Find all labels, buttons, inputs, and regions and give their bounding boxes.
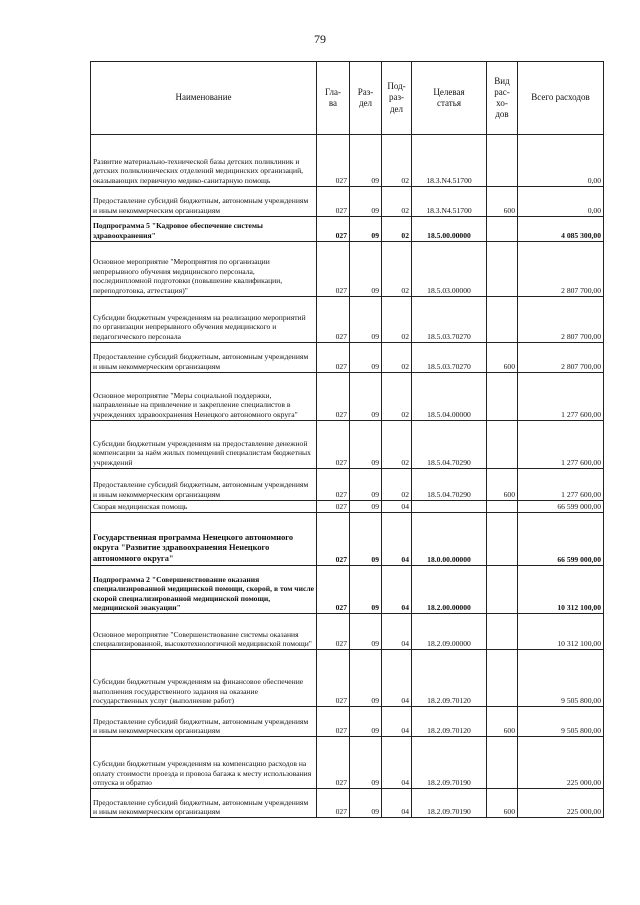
row-name: Предоставление субсидий бюджетным, автономным учреждениям и иным некоммерческим организациям	[91, 469, 317, 501]
row-expense-type: 600	[487, 187, 518, 217]
row-name: Основное мероприятие "Совершенствование системы оказания специализированной, высокотехнологичной медицинской помощи"	[91, 614, 317, 650]
page-number: 79	[314, 32, 326, 46]
row-glava: 027	[317, 737, 350, 789]
table-row	[91, 513, 604, 566]
row-glava: 027	[317, 135, 350, 187]
row-target-article: 18.0.00.00000	[412, 513, 487, 566]
row-target-article: 18.2.09.70190	[412, 789, 487, 818]
row-expense-type: 600	[487, 469, 518, 501]
row-glava: 027	[317, 343, 350, 373]
row-expense-type	[487, 217, 518, 242]
row-podrazdel: 02	[382, 373, 412, 421]
row-target-article: 18.5.04.70290	[412, 469, 487, 501]
row-podrazdel: 04	[382, 737, 412, 789]
header-podrazdel: Под- раз- дел	[382, 62, 412, 135]
row-total: 10 312 100,00	[518, 614, 604, 650]
row-expense-type	[487, 614, 518, 650]
row-glava: 027	[317, 373, 350, 421]
row-expense-type	[487, 373, 518, 421]
table-row	[91, 707, 604, 737]
row-razdel: 09	[350, 789, 382, 818]
row-target-article	[412, 501, 487, 513]
row-razdel: 09	[350, 614, 382, 650]
row-podrazdel: 02	[382, 469, 412, 501]
table-row	[91, 469, 604, 501]
row-glava: 027	[317, 187, 350, 217]
row-glava: 027	[317, 501, 350, 513]
header-total: Всего расходов	[518, 62, 604, 135]
row-podrazdel: 02	[382, 343, 412, 373]
row-razdel: 09	[350, 501, 382, 513]
row-name: Субсидии бюджетным учреждениям на финансовое обеспечение выполнения государственного задания на оказание государственных услуг (выполнение работ)	[91, 650, 317, 707]
row-total: 1 277 600,00	[518, 421, 604, 469]
row-name: Основное мероприятие "Меры социальной поддержки, направленные на привлечение и закрепление специалистов в учреждениях здравоохранения Ненецкого автономного округа"	[91, 373, 317, 421]
row-name: Предоставление субсидий бюджетным, автономным учреждениям и иным некоммерческим организациям	[91, 789, 317, 818]
row-glava: 027	[317, 217, 350, 242]
header-name: Наименование	[91, 62, 317, 135]
row-razdel: 09	[350, 187, 382, 217]
row-target-article: 18.2.09.00000	[412, 614, 487, 650]
row-expense-type	[487, 421, 518, 469]
row-podrazdel: 04	[382, 789, 412, 818]
row-razdel: 09	[350, 707, 382, 737]
row-expense-type	[487, 737, 518, 789]
row-expense-type	[487, 135, 518, 187]
row-podrazdel: 02	[382, 135, 412, 187]
row-total: 1 277 600,00	[518, 469, 604, 501]
row-total: 2 807 700,00	[518, 343, 604, 373]
row-podrazdel: 04	[382, 650, 412, 707]
row-total: 225 000,00	[518, 789, 604, 818]
row-glava: 027	[317, 469, 350, 501]
row-target-article: 18.2.09.70120	[412, 707, 487, 737]
row-total: 2 807 700,00	[518, 297, 604, 343]
row-target-article: 18.5.03.70270	[412, 343, 487, 373]
table-row	[91, 343, 604, 373]
row-expense-type	[487, 501, 518, 513]
row-expense-type	[487, 297, 518, 343]
row-name: Субсидии бюджетным учреждениям на предоставление денежной компенсации за наём жилых помещений специалистам бюджетных учреждений	[91, 421, 317, 469]
row-total: 1 277 600,00	[518, 373, 604, 421]
row-name: Субсидии бюджетным учреждениям на реализацию мероприятий по организации непрерывного обучения медицинского и педагогического персонала	[91, 297, 317, 343]
row-podrazdel: 04	[382, 501, 412, 513]
row-target-article: 18.5.03.70270	[412, 297, 487, 343]
row-name: Подпрограмма 2 "Совершенствование оказания специализированной медицинской помощи, скорой, в том числе скорой специализированной медицинской помощи, медицинской эвакуации"	[91, 566, 317, 614]
header-glava: Гла- ва	[317, 62, 350, 135]
row-glava: 027	[317, 614, 350, 650]
row-razdel: 09	[350, 297, 382, 343]
row-expense-type: 600	[487, 789, 518, 818]
row-total: 66 599 000,00	[518, 513, 604, 566]
row-glava: 027	[317, 513, 350, 566]
row-podrazdel: 02	[382, 242, 412, 297]
table-row	[91, 297, 604, 343]
header-vid: Вид рас- хо- дов	[487, 62, 518, 135]
row-podrazdel: 02	[382, 187, 412, 217]
row-total: 2 807 700,00	[518, 242, 604, 297]
row-razdel: 09	[350, 135, 382, 187]
row-razdel: 09	[350, 421, 382, 469]
row-expense-type	[487, 566, 518, 614]
row-expense-type	[487, 242, 518, 297]
table-row	[91, 566, 604, 614]
table-row	[91, 242, 604, 297]
row-razdel: 09	[350, 566, 382, 614]
row-razdel: 09	[350, 513, 382, 566]
table-row	[91, 421, 604, 469]
row-glava: 027	[317, 789, 350, 818]
row-razdel: 09	[350, 469, 382, 501]
row-total: 10 312 100,00	[518, 566, 604, 614]
row-target-article: 18.3.N4.51700	[412, 187, 487, 217]
row-podrazdel: 02	[382, 421, 412, 469]
row-name: Подпрограмма 5 "Кадровое обеспечение системы здравоохранения"	[91, 217, 317, 242]
row-target-article: 18.2.09.70190	[412, 737, 487, 789]
row-razdel: 09	[350, 737, 382, 789]
row-target-article: 18.5.00.00000	[412, 217, 487, 242]
row-expense-type: 600	[487, 343, 518, 373]
table-row	[91, 650, 604, 707]
table-row	[91, 614, 604, 650]
row-expense-type	[487, 650, 518, 707]
row-name: Скорая медицинская помощь	[91, 501, 317, 513]
row-razdel: 09	[350, 650, 382, 707]
table-row	[91, 501, 604, 513]
table-row	[91, 737, 604, 789]
row-razdel: 09	[350, 242, 382, 297]
row-name: Государственная программа Ненецкого автономного округа "Развитие здравоохранения Ненецкого автономного округа"	[91, 513, 317, 566]
row-target-article: 18.2.09.70120	[412, 650, 487, 707]
row-total: 4 085 300,00	[518, 217, 604, 242]
row-target-article: 18.5.04.70290	[412, 421, 487, 469]
row-expense-type	[487, 513, 518, 566]
row-target-article: 18.5.04.00000	[412, 373, 487, 421]
table-body	[91, 135, 604, 818]
row-expense-type: 600	[487, 707, 518, 737]
budget-table	[90, 61, 604, 818]
row-total: 66 599 000,00	[518, 501, 604, 513]
row-podrazdel: 02	[382, 297, 412, 343]
row-total: 225 000,00	[518, 737, 604, 789]
table-header-row	[91, 62, 604, 135]
row-glava: 027	[317, 242, 350, 297]
row-podrazdel: 04	[382, 614, 412, 650]
row-razdel: 09	[350, 343, 382, 373]
row-target-article: 18.2.00.00000	[412, 566, 487, 614]
row-name: Предоставление субсидий бюджетным, автономным учреждениям и иным некоммерческим организациям	[91, 707, 317, 737]
table-row	[91, 187, 604, 217]
row-podrazdel: 02	[382, 217, 412, 242]
row-total: 9 505 800,00	[518, 650, 604, 707]
row-name: Субсидии бюджетным учреждениям на компенсацию расходов на оплату стоимости проезда и провоза багажа к месту использования отпуска и обратно	[91, 737, 317, 789]
row-glava: 027	[317, 421, 350, 469]
table-row	[91, 217, 604, 242]
row-name: Развитие материально-технической базы детских поликлиник и детских поликлинических отделений медицинских организаций, оказывающих первичную медико-санитарную помощь	[91, 135, 317, 187]
row-podrazdel: 04	[382, 566, 412, 614]
row-glava: 027	[317, 566, 350, 614]
row-name: Предоставление субсидий бюджетным, автономным учреждениям и иным некоммерческим организациям	[91, 187, 317, 217]
row-name: Основное мероприятие "Мероприятия по организации непрерывного обучения медицинского персонала, послединпломной подготовки (повышение квалификации, переподготовка, аттестация)"	[91, 242, 317, 297]
table-row	[91, 373, 604, 421]
row-total: 0,00	[518, 135, 604, 187]
row-razdel: 09	[350, 373, 382, 421]
table-row	[91, 789, 604, 818]
row-name: Предоставление субсидий бюджетным, автономным учреждениям и иным некоммерческим организациям	[91, 343, 317, 373]
row-razdel: 09	[350, 217, 382, 242]
row-target-article: 18.3.N4.51700	[412, 135, 487, 187]
row-glava: 027	[317, 650, 350, 707]
row-glava: 027	[317, 297, 350, 343]
row-podrazdel: 04	[382, 707, 412, 737]
row-podrazdel: 04	[382, 513, 412, 566]
header-target: Целевая статья	[412, 62, 487, 135]
table-row	[91, 135, 604, 187]
row-total: 0,00	[518, 187, 604, 217]
row-target-article: 18.5.03.00000	[412, 242, 487, 297]
row-glava: 027	[317, 707, 350, 737]
header-razdel: Раз- дел	[350, 62, 382, 135]
row-total: 9 505 800,00	[518, 707, 604, 737]
